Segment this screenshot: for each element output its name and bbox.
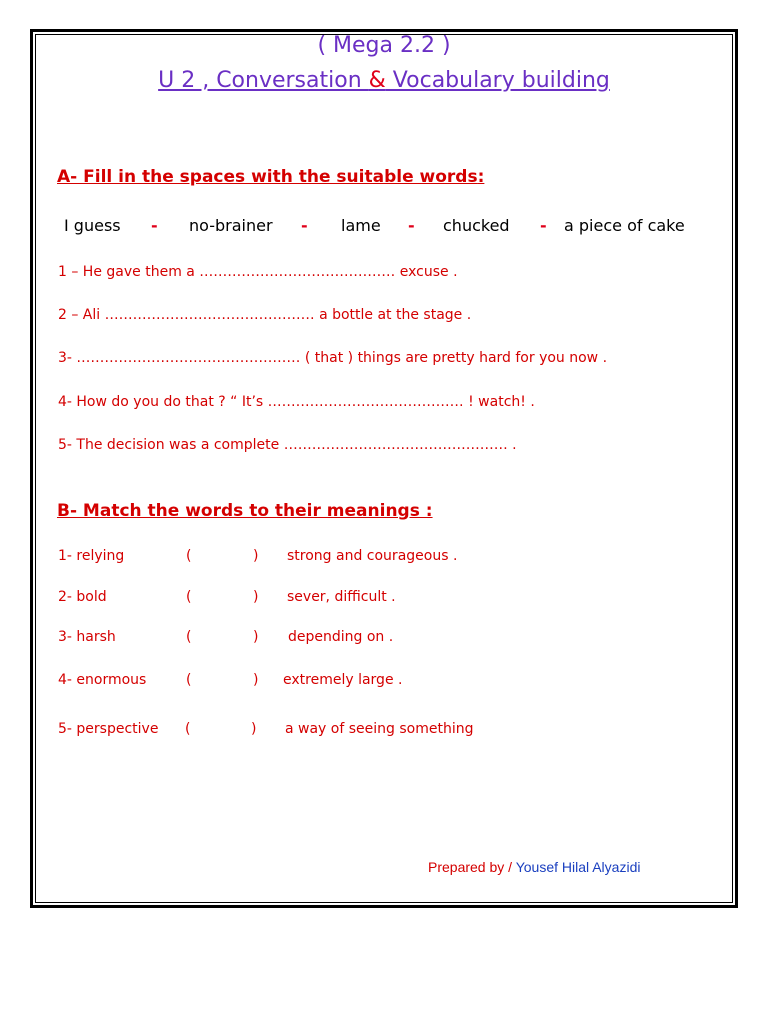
section-a-heading-text: A- Fill in the spaces with the suitable words (57, 167, 478, 187)
worksheet-title: ( Mega 2.2 ) (317, 33, 451, 58)
match-close-paren: ) (253, 629, 259, 645)
word-bank-separator: - (151, 216, 158, 235)
match-meaning: depending on . (288, 629, 394, 645)
subtitle-part2: Vocabulary building (385, 68, 610, 93)
word-bank-separator: - (408, 216, 415, 235)
word-bank-item: lame (341, 216, 381, 235)
section-b-heading: B- Match the words to their meanings : (57, 501, 433, 521)
fill-question-2: 2 – Ali ……………………………………… a bottle at the stage . (58, 307, 472, 323)
match-close-paren: ) (253, 672, 259, 688)
match-row (0, 629, 768, 649)
worksheet-subtitle (0, 68, 768, 93)
match-word: 2- bold (58, 589, 107, 605)
fill-question-3: 3- ………………………………………… ( that ) things are pretty hard for you now . (58, 350, 608, 366)
match-close-paren: ) (253, 548, 259, 564)
match-meaning: strong and courageous . (287, 548, 458, 564)
match-open-paren: ( (186, 629, 192, 645)
prepared-by-label: Prepared by / (428, 859, 516, 875)
match-meaning: sever, difficult . (287, 589, 396, 605)
match-open-paren: ( (186, 548, 192, 564)
subtitle-part1: U 2 , Conversation (158, 68, 369, 93)
match-row (0, 548, 768, 568)
match-close-paren: ) (251, 721, 257, 737)
match-word: 1- relying (58, 548, 125, 564)
subtitle-ampersand: & (368, 68, 386, 93)
match-row (0, 672, 768, 692)
prepared-by (428, 859, 640, 875)
match-meaning: a way of seeing something (285, 721, 474, 737)
word-bank (0, 216, 768, 238)
section-a-heading-colon: : (477, 167, 485, 187)
word-bank-item: a piece of cake (564, 216, 685, 235)
match-open-paren: ( (186, 589, 192, 605)
word-bank-item: I guess (64, 216, 121, 235)
match-close-paren: ) (253, 589, 259, 605)
word-bank-item: chucked (443, 216, 510, 235)
match-meaning: extremely large . (283, 672, 403, 688)
word-bank-separator: - (540, 216, 547, 235)
page-border-inner (35, 34, 733, 903)
match-open-paren: ( (186, 672, 192, 688)
match-row (0, 721, 768, 741)
word-bank-separator: - (301, 216, 308, 235)
match-word: 3- harsh (58, 629, 116, 645)
match-row (0, 589, 768, 609)
match-word: 5- perspective (58, 721, 159, 737)
word-bank-item: no-brainer (189, 216, 273, 235)
fill-question-4: 4- How do you do that ? “ It’s …………………………………… ! watch! . (58, 394, 535, 410)
section-a-heading (57, 167, 484, 187)
match-open-paren: ( (185, 721, 191, 737)
fill-question-5: 5- The decision was a complete ………………………………………… . (58, 437, 517, 453)
match-word: 4- enormous (58, 672, 147, 688)
author-name: Yousef Hilal Alyazidi (515, 859, 641, 875)
fill-question-1: 1 – He gave them a …………………………………… excuse . (58, 264, 458, 280)
